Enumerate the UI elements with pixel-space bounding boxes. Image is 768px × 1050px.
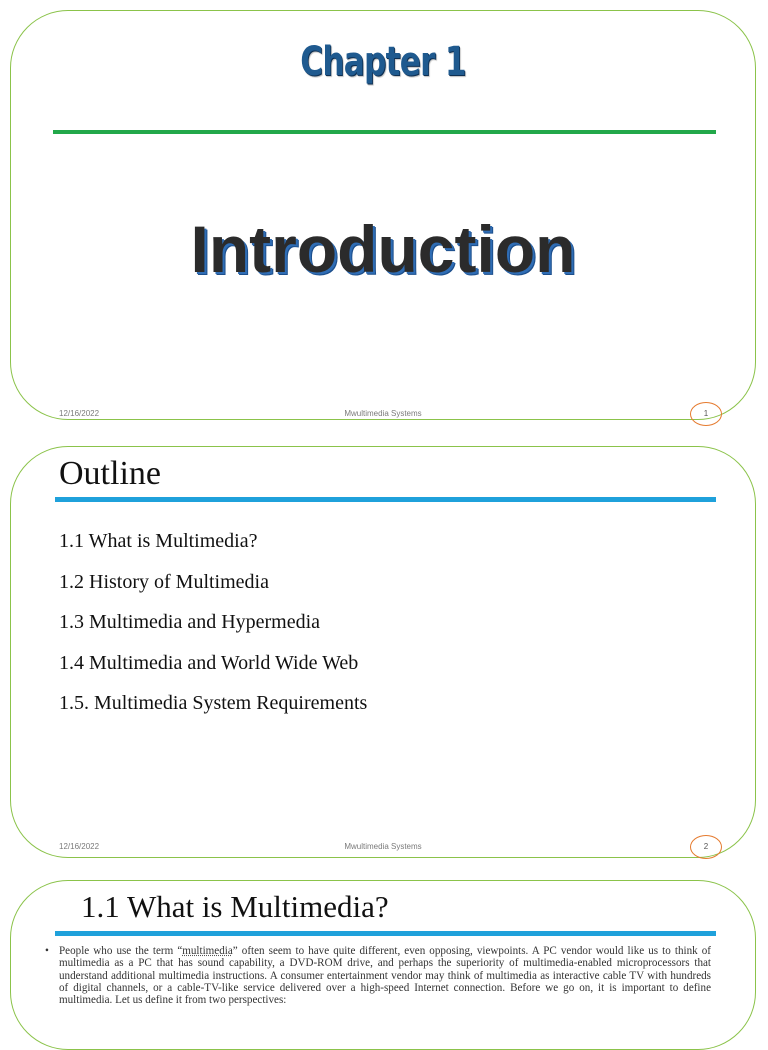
outline-item: 1.3 Multimedia and Hypermedia [59,611,321,633]
page-number: 2 [690,835,722,859]
slide-1 [10,10,756,420]
outline-item: 1.4 Multimedia and World Wide Web [59,651,359,674]
slide-footer [11,405,755,425]
footer-course: Mwultimedia Systems [344,409,422,418]
slide-2 [10,446,756,858]
paragraph-text-rest: ” often seem to have quite different, even opposing, viewpoints. A PC vendor would like us to think of multimedia as a PC that has sound capability, a DVD-ROM drive, and perhaps the superiority of multimedia-enabled microprocessors that understand additional multimedia instructions. A consumer entertainment vendor may think of multimedia as interactive cable TV with hundreds of digital channels, or a cable-TV-like service delivered over a high-speed Internet connection. Before we go on, it is important to define multimedia. Let us define it from two perspectives: [59,945,711,1007]
outline-item: 1.2 History of Multimedia [59,570,269,593]
footer-date: 12/16/2022 [59,409,100,418]
chapter-title: Chapter 1 [300,39,466,85]
slide-heading: 1.1 What is Multimedia? [81,889,389,924]
heading-divider [55,497,716,502]
paragraph-text-start: People who use the term “ [59,945,183,957]
slide-title: Introduction [190,212,576,286]
heading-divider [55,931,716,936]
title-divider [53,130,716,134]
footer-course: Mwultimedia Systems [344,842,422,851]
outline-list [59,527,367,730]
bullet-icon: • [45,945,49,957]
page-number: 1 [690,402,722,426]
outline-item: 1.1 What is Multimedia? [59,530,258,552]
term-multimedia: multimedia [182,945,233,957]
outline-item: 1.5. Multimedia System Requirements [59,692,368,714]
footer-date: 12/16/2022 [59,842,100,851]
bullet-paragraph [45,945,711,1007]
slide-heading: Outline [59,455,161,492]
slide-footer [11,838,755,858]
slide-3 [10,880,756,1050]
